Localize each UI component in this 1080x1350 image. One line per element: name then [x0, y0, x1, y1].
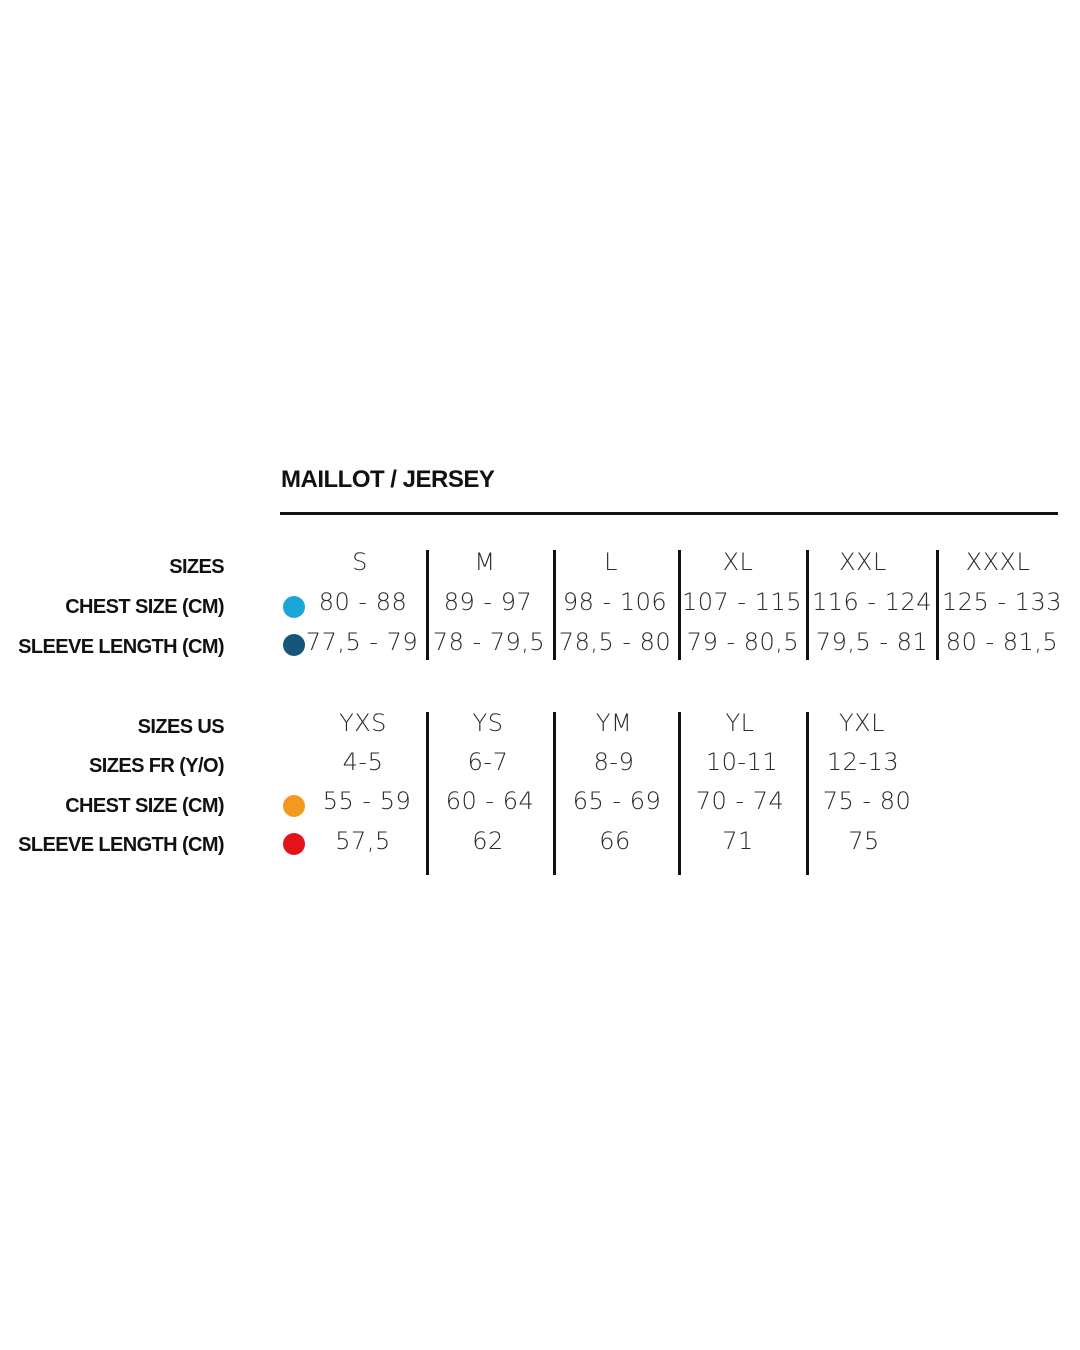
size-cell: XL — [722, 548, 754, 576]
sleeve-cell: 71 — [722, 827, 754, 855]
row-label-sizes-us: SIZES US — [137, 716, 224, 738]
size-cell: M — [474, 548, 496, 576]
size-fr-cell: 6-7 — [467, 748, 509, 776]
sleeve-color-dot-icon — [283, 634, 305, 656]
chest-cell: 98 - 106 — [562, 588, 668, 616]
row-label-sleeve: SLEEVE LENGTH (CM) — [18, 636, 224, 658]
sleeve-color-dot-icon — [283, 833, 305, 855]
row-label-sizes-fr: SIZES FR (Y/O) — [89, 755, 224, 777]
chest-cell: 125 - 133 — [941, 588, 1063, 616]
row-label-sizes: SIZES — [169, 556, 224, 578]
chest-cell: 55 - 59 — [322, 787, 412, 815]
column-divider — [806, 550, 809, 660]
sleeve-cell: 79 - 80,5 — [686, 628, 800, 656]
size-fr-cell: 8-9 — [593, 748, 635, 776]
sleeve-cell: 79,5 - 81 — [815, 628, 929, 656]
size-fr-cell: 12-13 — [826, 748, 900, 776]
sleeve-cell: 78,5 - 80 — [558, 628, 672, 656]
sleeve-cell: 75 — [848, 827, 880, 855]
column-divider — [553, 550, 556, 660]
column-divider — [426, 550, 429, 660]
size-us-cell: YXS — [339, 709, 387, 737]
chest-cell: 60 - 64 — [445, 787, 535, 815]
chest-cell: 70 - 74 — [695, 787, 785, 815]
sleeve-cell: 77,5 - 79 — [305, 628, 419, 656]
size-us-cell: YL — [725, 709, 755, 737]
row-label-chest: CHEST SIZE (CM) — [65, 795, 224, 817]
size-fr-cell: 10-11 — [705, 748, 779, 776]
chest-cell: 65 - 69 — [572, 787, 662, 815]
column-divider — [806, 712, 809, 875]
chest-cell: 107 - 115 — [681, 588, 803, 616]
size-us-cell: YXL — [839, 709, 885, 737]
row-label-chest: CHEST SIZE (CM) — [65, 596, 224, 618]
column-divider — [553, 712, 556, 875]
size-cell: L — [604, 548, 618, 576]
column-divider — [936, 550, 939, 660]
sleeve-cell: 78 - 79,5 — [432, 628, 546, 656]
title-divider — [280, 512, 1058, 515]
sleeve-cell: 57,5 — [335, 827, 391, 855]
column-divider — [678, 712, 681, 875]
row-label-sleeve: SLEEVE LENGTH (CM) — [18, 834, 224, 856]
chest-color-dot-icon — [283, 596, 305, 618]
size-us-cell: YS — [472, 709, 504, 737]
chest-cell: 116 - 124 — [811, 588, 933, 616]
chart-title: MAILLOT / JERSEY — [281, 466, 495, 493]
sleeve-cell: 66 — [599, 827, 631, 855]
sleeve-cell: 80 - 81,5 — [945, 628, 1059, 656]
chest-cell: 75 - 80 — [822, 787, 912, 815]
column-divider — [678, 550, 681, 660]
size-cell: S — [352, 548, 368, 576]
chest-cell: 89 - 97 — [443, 588, 533, 616]
size-cell: XXXL — [965, 548, 1031, 576]
size-us-cell: YM — [595, 709, 633, 737]
column-divider — [426, 712, 429, 875]
chest-cell: 80 - 88 — [318, 588, 408, 616]
sleeve-cell: 62 — [472, 827, 504, 855]
chest-color-dot-icon — [283, 795, 305, 817]
size-cell: XXL — [839, 548, 887, 576]
size-fr-cell: 4-5 — [342, 748, 384, 776]
